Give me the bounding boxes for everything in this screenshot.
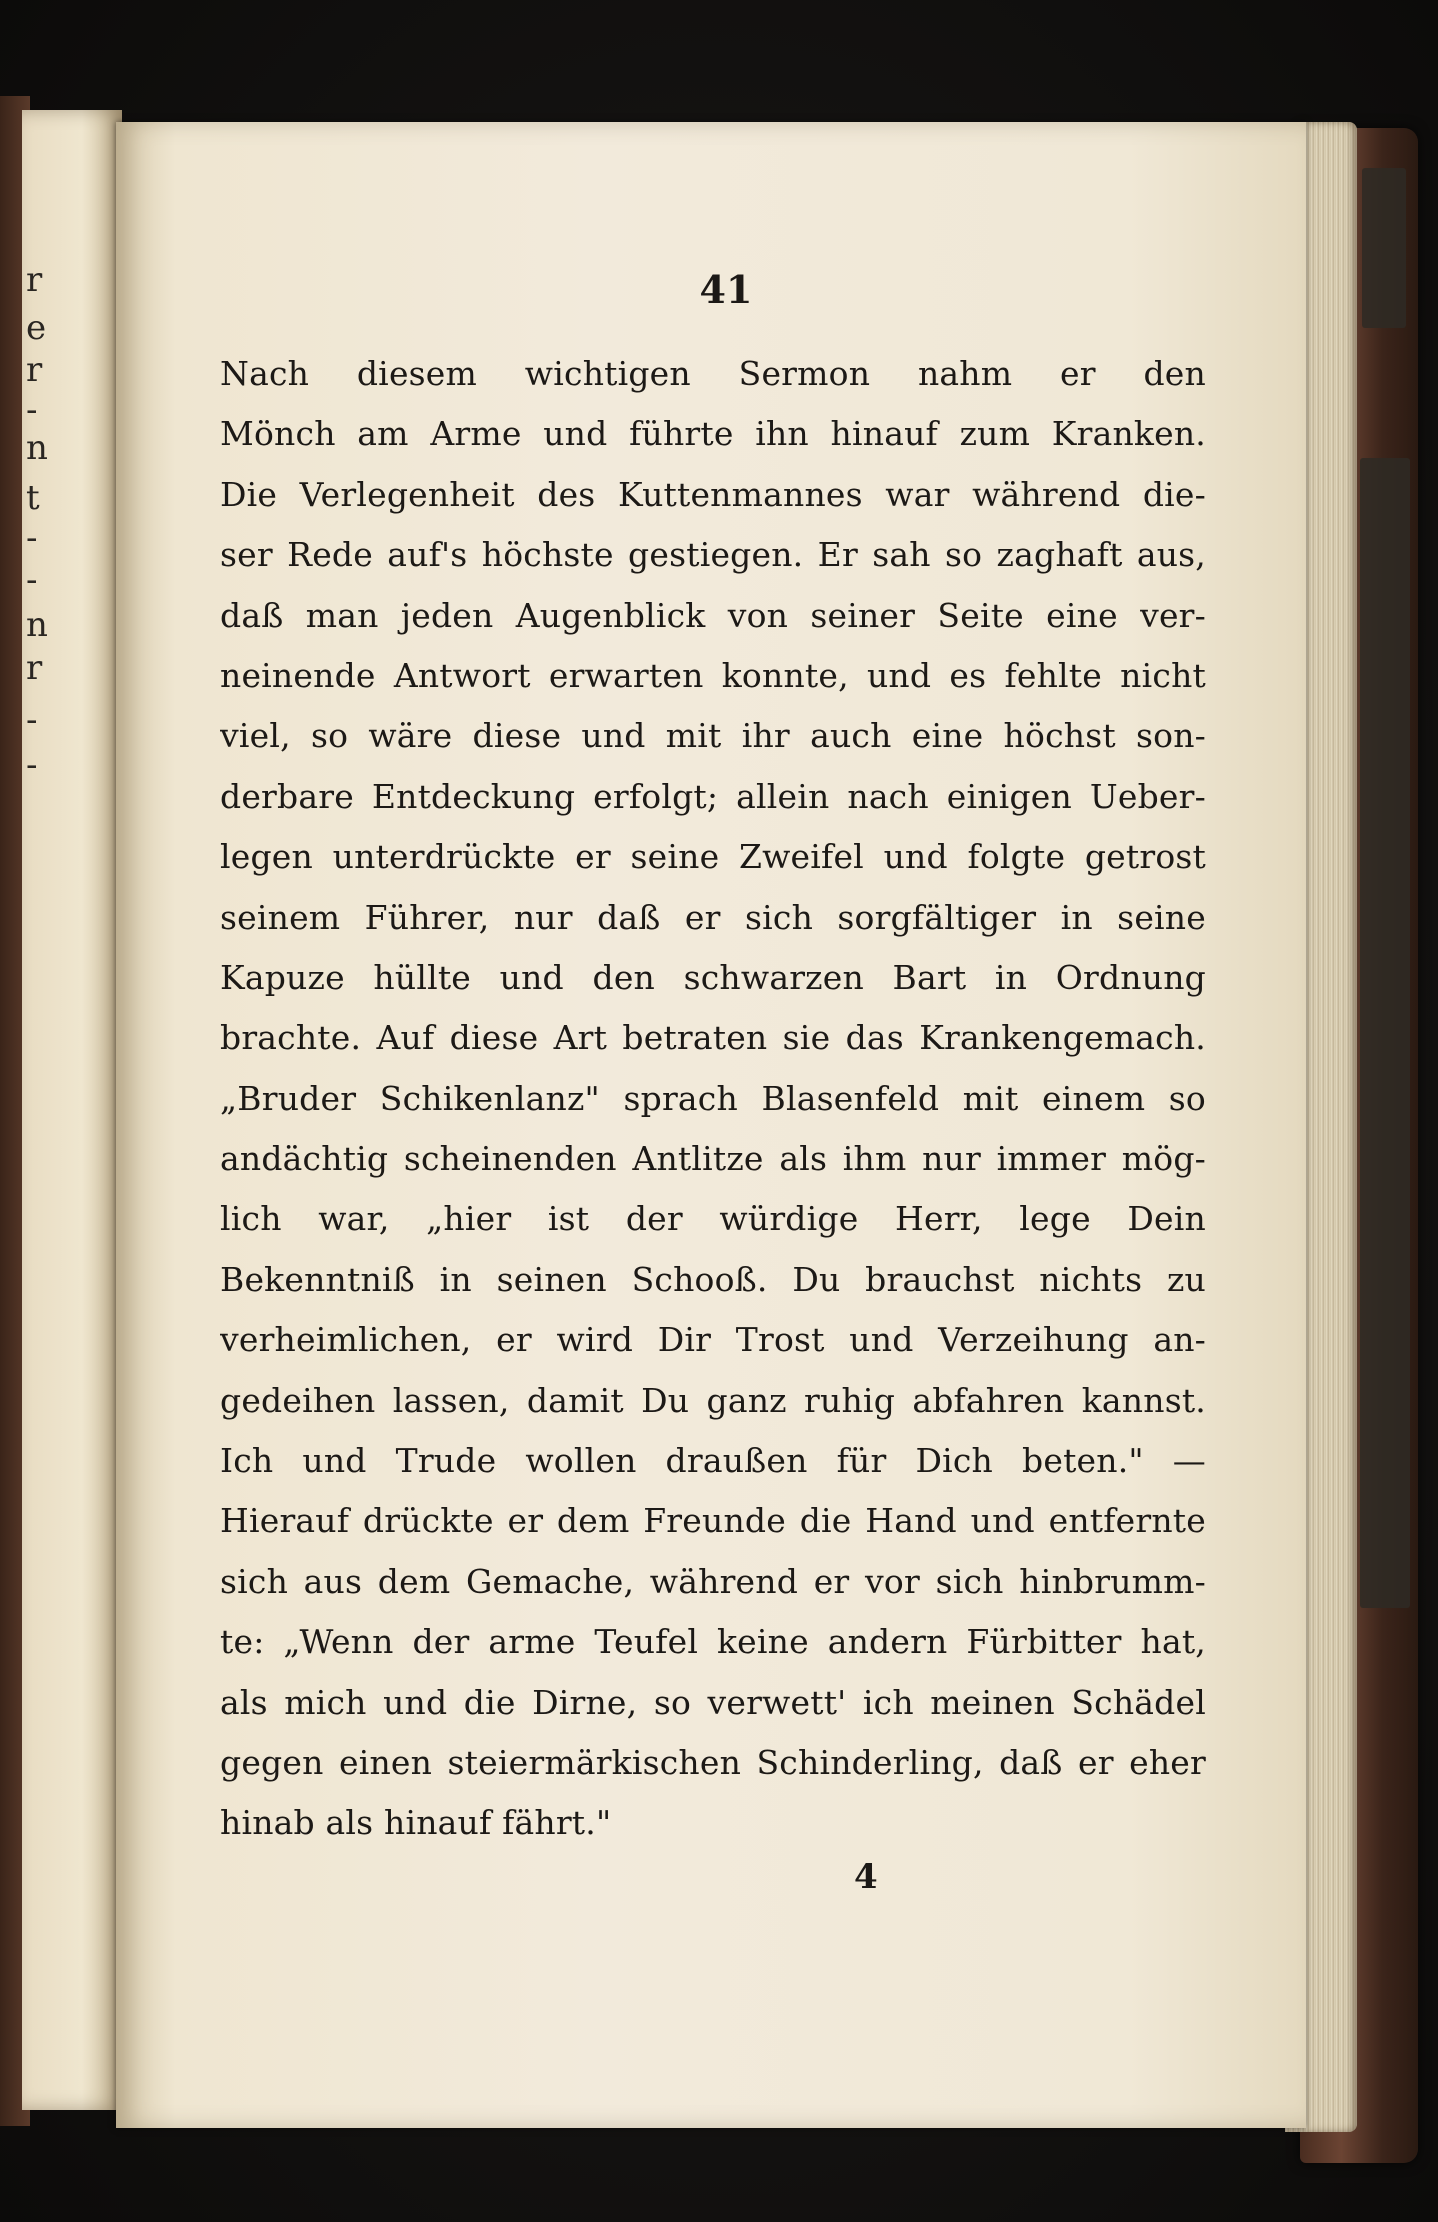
page-number: 41 — [699, 267, 753, 312]
cover-leather-patch — [1362, 168, 1406, 328]
text-line: ser Rede auf's höchste gestiegen. Er sah so zaghaft aus, — [220, 535, 1206, 575]
text-line: gedeihen lassen, damit Du ganz ruhig abfahren kannst. — [220, 1380, 1206, 1420]
text-line: „Bruder Schikenlanz" sprach Blasenfeld mit einem so — [220, 1078, 1206, 1118]
text-line: neinende Antwort erwarten konnte, und es fehlte nicht — [220, 655, 1206, 695]
left-page-fragment: r — [26, 260, 43, 300]
text-line: Kapuze hüllte und den schwarzen Bart in Ordnung — [220, 957, 1206, 997]
text-line: legen unterdrückte er seine Zweifel und folgte getrost — [220, 837, 1206, 877]
left-page-fragment: n — [26, 605, 48, 645]
text-line: daß man jeden Augenblick von seiner Seite eine ver- — [220, 595, 1206, 635]
book-page — [116, 122, 1306, 2128]
cover-leather-patch — [1360, 458, 1410, 1608]
previous-page-edge — [22, 110, 122, 2110]
left-page-fragment: r — [26, 648, 43, 688]
left-page-fragment: - — [26, 745, 38, 785]
text-line: verheimlichen, er wird Dir Trost und Verzeihung an- — [220, 1320, 1206, 1360]
text-line: Nach diesem wichtigen Sermon nahm er den — [220, 354, 1206, 393]
left-page-fragment: - — [26, 390, 38, 430]
text-line: Hierauf drückte er dem Freunde die Hand und entfernte — [220, 1501, 1206, 1541]
text-line: hinab als hinauf fährt." — [220, 1803, 612, 1843]
text-line: seinem Führer, nur daß er sich sorgfältiger in seine — [220, 897, 1206, 937]
left-page-fragment: - — [26, 700, 38, 740]
signature-mark: 4 — [854, 1857, 878, 1897]
left-page-fragment: - — [26, 518, 38, 558]
left-page-fragment: e — [26, 308, 47, 348]
text-line: Ich und Trude wollen draußen für Dich beten." — — [220, 1441, 1206, 1481]
left-page-fragment: - — [26, 560, 38, 600]
text-line: lich war, „hier ist der würdige Herr, lege Dein — [220, 1199, 1206, 1239]
text-line: Bekenntniß in seinen Schooß. Du brauchst nichts zu — [220, 1259, 1206, 1299]
text-line: Mönch am Arme und führte ihn hinauf zum Kranken. — [220, 414, 1206, 454]
page-text — [220, 344, 1206, 1854]
text-line: als mich und die Dirne, so verwett' ich meinen Schädel — [220, 1682, 1206, 1722]
left-page-fragment: r — [26, 350, 43, 390]
text-line: gegen einen steiermärkischen Schinderling, daß er eher — [220, 1742, 1206, 1782]
text-line: te: „Wenn der arme Teufel keine andern Fürbitter hat, — [220, 1622, 1206, 1662]
left-page-fragment: t — [26, 478, 40, 518]
left-page-fragment: n — [26, 428, 48, 468]
text-line: andächtig scheinenden Antlitze als ihm nur immer mög- — [220, 1139, 1206, 1179]
text-line: viel, so wäre diese und mit ihr auch eine höchst son- — [220, 716, 1206, 756]
text-line: sich aus dem Gemache, während er vor sich hinbrumm- — [220, 1561, 1206, 1601]
text-line: Die Verlegenheit des Kuttenmannes war während die- — [220, 474, 1206, 514]
text-line: brachte. Auf diese Art betraten sie das Krankengemach. — [220, 1018, 1206, 1058]
text-line: derbare Entdeckung erfolgt; allein nach einigen Ueber- — [220, 776, 1206, 816]
